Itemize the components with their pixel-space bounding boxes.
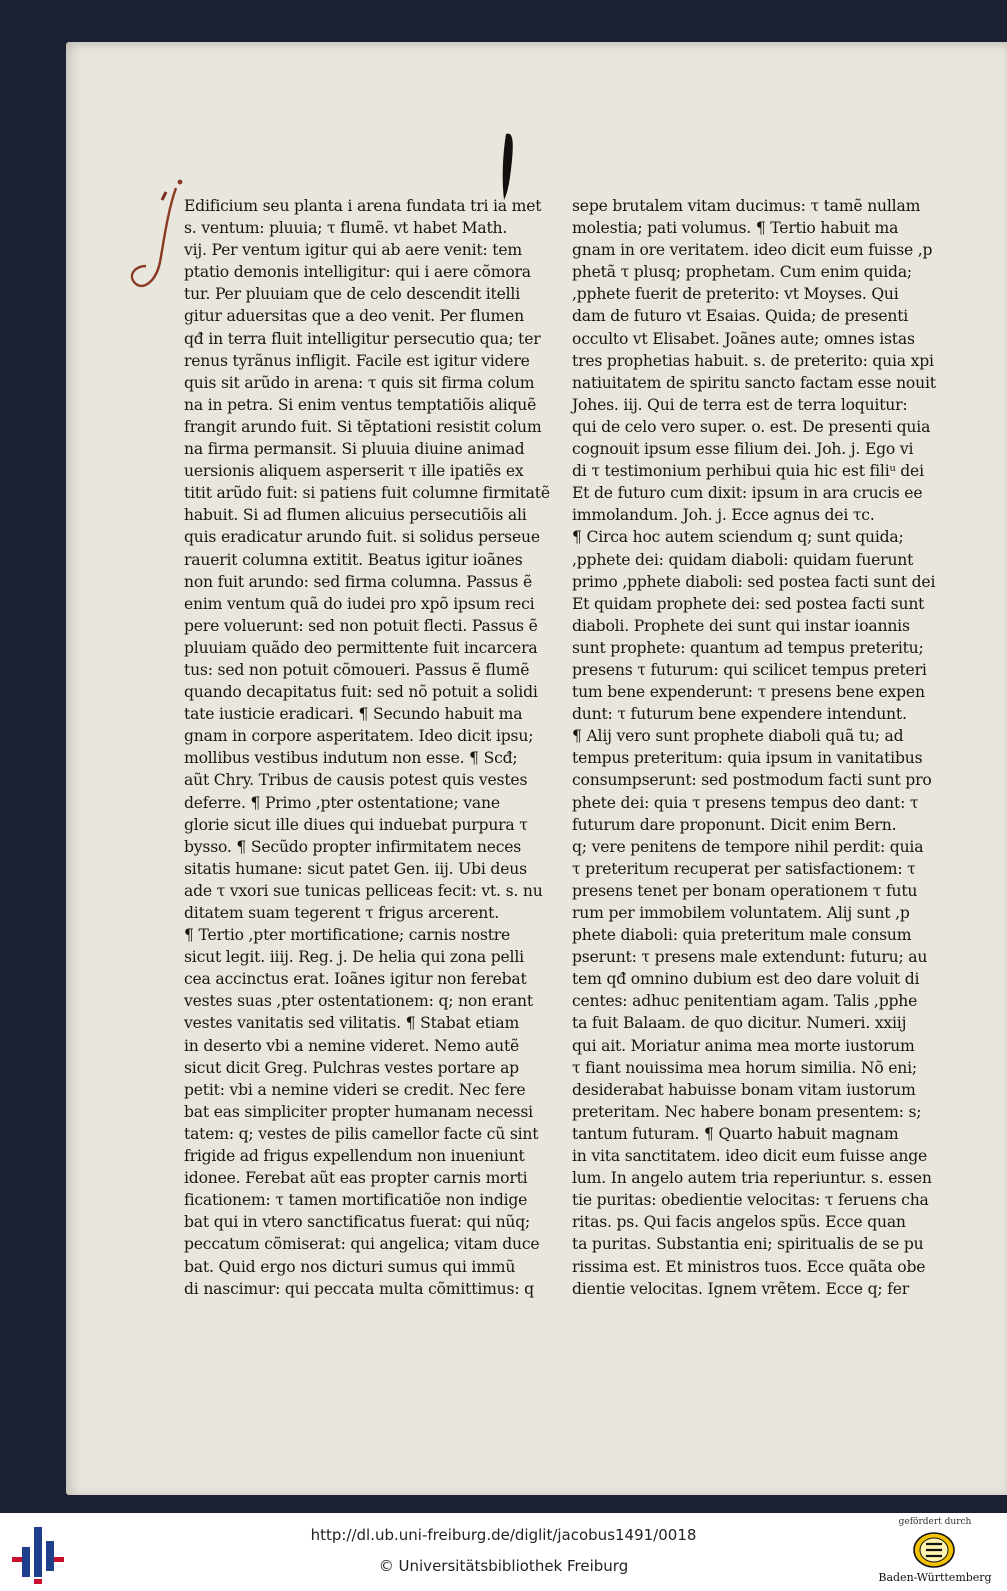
text-line: τ preteritum recuperat per satisfactionem: τ — [572, 859, 916, 878]
text-line: gnam in ore veritatem. ideo dicit eum fuisse ,p — [572, 241, 933, 260]
text-line: ta puritas. Substantia eni; spiritualis de se pu — [572, 1235, 924, 1254]
text-line: bat eas simpliciter propter humanam necessi — [184, 1102, 533, 1121]
text-line: habuit. Si ad flumen alicuius persecutiõis ali — [184, 506, 527, 525]
text-line: di τ testimonium perhibui quia hic est filiᵘ dei — [572, 462, 924, 481]
text-line: in vita sanctitatem. ideo dicit eum fuisse ange — [572, 1147, 928, 1166]
text-line: cognouit ipsum esse filium dei. Joh. j. Ego vi — [572, 440, 914, 459]
text-line: preteritam. Nec habere bonam presentem: s; — [572, 1102, 922, 1121]
book-page — [66, 42, 1007, 1495]
text-line: peccatum cõmiserat: qui angelica; vitam duce — [184, 1235, 540, 1254]
text-line: primo ,pphete diaboli: sed postea facti sunt dei — [572, 572, 936, 591]
text-line: gitur aduersitas que a deo venit. Per flumen — [184, 307, 524, 326]
text-line: dientie velocitas. Ignem vrẽtem. Ecce q; fer — [572, 1279, 910, 1298]
text-line: futurum dare proponunt. Dicit enim Bern. — [572, 815, 897, 834]
marginal-annotation-j — [124, 170, 184, 300]
text-line: tie puritas: obedientie velocitas: τ feruens cha — [572, 1191, 929, 1210]
text-line: qđ in terra fluit intelligitur persecutio qua; ter — [184, 329, 541, 348]
text-line: ta fuit Balaam. de quo dicitur. Numeri. xxiij — [572, 1014, 907, 1033]
text-line: molestia; pati volumus. ¶ Tertio habuit ma — [572, 219, 899, 238]
text-line: lum. In angelo autem tria reperiuntur. s. essen — [572, 1169, 932, 1188]
text-line: vestes suas ,pter ostentationem: q; non erant — [184, 992, 533, 1011]
text-line: tres prophetias habuit. s. de preterito: quia xpi — [572, 351, 934, 370]
text-line: desiderabat habuisse bonam vitam iustorum — [572, 1080, 916, 1099]
text-line: pere voluerunt: sed non potuit flecti. Passus ẽ — [184, 616, 538, 635]
text-line: uersionis aliquem asperserit τ ille ipatiẽs ex — [184, 462, 524, 481]
copyright-notice: © Universitätsbibliothek Freiburg — [378, 1557, 629, 1575]
text-line: Edificium seu planta i arena fundata tri ia met — [184, 197, 542, 215]
text-line: ¶ Alij vero sunt prophete diaboli quã tu; ad — [572, 727, 904, 746]
text-line: q; vere penitens de tempore nihil perdit: quia — [572, 837, 924, 856]
text-line: idonee. Ferebat aũt eas propter carnis morti — [184, 1169, 528, 1188]
text-line: pserunt: τ presens male extendunt: futuru; au — [572, 948, 928, 967]
permalink-link[interactable]: http://dl.ub.uni-freiburg.de/diglit/jacobus1491/0018 — [310, 1526, 697, 1544]
text-line: bat. Quid ergo nos dicturi sumus qui immũ — [184, 1257, 516, 1276]
funder-note: gefördert durch — [898, 1517, 972, 1527]
text-line: sitatis humane: sicut patet Gen. iij. Ubi deus — [184, 859, 527, 878]
funder-name: Baden-Württemberg — [878, 1571, 992, 1584]
text-column-left — [184, 195, 556, 1300]
text-line: quando decapitatus fuit: sed nõ potuit a solidi — [184, 683, 538, 702]
text-line: sicut dicit Greg. Pulchras vestes portare ap — [184, 1058, 519, 1077]
ink-stroke-mark — [498, 130, 518, 202]
text-line: rauerit columna extitit. Beatus igitur ioãnes — [184, 550, 523, 569]
text-line: dunt: τ futurum bene expendere intendunt. — [572, 705, 907, 724]
text-line: natiuitatem de spiritu sancto factam esse nouit — [572, 373, 936, 392]
text-line: τ fiant nouissima mea horum similia. Nõ eni; — [572, 1058, 917, 1077]
text-line: renus tyrãnus infligit. Facile est igitur videre — [184, 351, 530, 370]
text-line: sunt prophete: quantum ad tempus preteritu; — [572, 638, 924, 657]
text-line: ritas. ps. Qui facis angelos spũs. Ecce quan — [572, 1213, 906, 1232]
text-line: vij. Per ventum igitur qui ab aere venit: tem — [184, 241, 522, 260]
text-line: phetã τ plusq; prophetam. Cum enim quida; — [572, 263, 912, 282]
text-line: in deserto vbi a nemine videret. Nemo autẽ — [184, 1036, 520, 1055]
text-line: sepe brutalem vitam ducimus: τ tamẽ nullam — [572, 197, 921, 215]
text-line: presens τ futurum: qui scilicet tempus preteri — [572, 660, 927, 679]
text-line: quis sit arũdo in arena: τ quis sit firma colum — [184, 373, 535, 392]
text-line: quis eradicatur arundo fuit. si solidus perseue — [184, 528, 540, 547]
text-line: cea accinctus erat. Ioãnes igitur non ferebat — [184, 970, 527, 989]
text-line: enim ventum quã do iudei pro xpõ ipsum reci — [184, 594, 535, 613]
text-line: qui ait. Moriatur anima mea morte iustorum — [572, 1036, 915, 1055]
text-line: mollibus vestibus indutum non esse. ¶ Scđ; — [184, 749, 518, 768]
text-line: frangit arundo fuit. Si tẽptationi resistit colum — [184, 417, 542, 436]
text-line: centes: adhuc penitentiam agam. Talis ,pphe — [572, 992, 918, 1011]
text-line: ptatio demonis intelligitur: qui i aere cõmora — [184, 263, 531, 282]
text-line: deferre. ¶ Primo ,pter ostentatione; vane — [184, 793, 500, 812]
text-line: qui de celo vero super. o. est. De presenti quia — [572, 417, 931, 436]
text-line: Et quidam prophete dei: sed postea facti sunt — [572, 594, 925, 613]
text-line: ,pphete dei: quidam diaboli: quidam fuerunt — [572, 550, 914, 569]
text-line: s. ventum: pluuia; τ flumẽ. vt habet Math. — [184, 219, 508, 238]
text-line: immolandum. Joh. j. Ecce agnus dei τc. — [572, 506, 875, 525]
text-line: tatem: q; vestes de pilis camellor facte cũ sint — [184, 1124, 539, 1143]
text-line: glorie sicut ille diues qui induebat purpura τ — [184, 815, 528, 834]
text-column-right — [572, 195, 942, 1300]
text-line: bysso. ¶ Secũdo propter infirmitatem neces — [184, 837, 522, 856]
text-line: di nascimur: qui peccata multa cõmittimus: q — [184, 1279, 534, 1298]
text-line: presens tenet per bonam operationem τ futu — [572, 881, 918, 900]
text-line: titit arũdo fuit: si patiens fuit columne firmitatẽ — [184, 484, 550, 503]
text-line: tus: sed non potuit cõmoueri. Passus ẽ flumẽ — [184, 660, 530, 679]
text-line: gnam in corpore asperitatem. Ideo dicit ipsu; — [184, 727, 534, 746]
text-line: non fuit arundo: sed firma columna. Passus ẽ — [184, 572, 533, 591]
text-line: na in petra. Si enim ventus temptatiõis aliquẽ — [184, 395, 537, 414]
text-line: dam de futuro vt Esaias. Quida; de presenti — [572, 307, 909, 326]
text-line: occulto vt Elisabet. Joãnes aute; omnes istas — [572, 329, 915, 348]
text-line: rum per immobilem voluntatem. Alij sunt ,p — [572, 904, 910, 922]
text-line: tur. Per pluuiam que de celo descendit itelli — [184, 285, 521, 304]
footer-bar — [0, 1513, 1007, 1591]
text-line: Et de futuro cum dixit: ipsum in ara crucis ee — [572, 484, 923, 503]
text-line: bat qui in vtero sanctificatus fuerat: qui nũq; — [184, 1213, 531, 1232]
text-line: frigide ad frigus expellendum non inueniunt — [184, 1147, 525, 1166]
text-line: tempus preteritum: quia ipsum in vanitatibus — [572, 749, 923, 768]
text-line: ¶ Circa hoc autem sciendum q; sunt quida; — [572, 528, 904, 547]
text-line: phete diaboli: quia preteritum male consum — [572, 926, 912, 945]
text-line: diaboli. Prophete dei sunt qui instar ioannis — [572, 616, 910, 635]
text-line: rissima est. Et ministros tuos. Ecce quãta obe — [572, 1257, 926, 1276]
text-line: sicut legit. iiij. Reg. j. De helia qui zona pelli — [184, 948, 524, 967]
text-line: pluuiam quãdo deo permittente fuit incarcera — [184, 638, 538, 657]
text-line: Johes. iij. Qui de terra est de terra loquitur: — [572, 395, 908, 414]
coat-of-arms-icon — [912, 1530, 956, 1570]
text-line: tantum futuram. ¶ Quarto habuit magnam — [572, 1124, 899, 1143]
text-line: tate iusticie eradicari. ¶ Secundo habuit ma — [184, 705, 523, 724]
text-line: tem qđ omnino dubium est deo dare voluit di — [572, 970, 920, 989]
text-line: aũt Chry. Tribus de causis potest quis vestes — [184, 771, 528, 790]
text-line: consumpserunt: sed postmodum facti sunt pro — [572, 771, 932, 790]
text-line: na firma permansit. Si pluuia diuine animad — [184, 440, 525, 459]
text-line: tum bene expenderunt: τ presens bene expen — [572, 683, 925, 702]
text-line: petit: vbi a nemine videri se credit. Nec fere — [184, 1080, 526, 1099]
text-line: ¶ Tertio ,pter mortificatione; carnis nostre — [184, 926, 511, 945]
text-line: ,pphete fuerit de preterito: vt Moyses. Qui — [572, 285, 899, 304]
text-line: ficationem: τ tamen mortificatiõe non indige — [184, 1191, 528, 1210]
text-line: ditatem suam tegerent τ frigus arcerent. — [184, 904, 499, 922]
text-line: phete dei: quia τ presens tempus deo dant: τ — [572, 793, 919, 812]
text-line: vestes vanitatis sed vilitatis. ¶ Stabat etiam — [184, 1014, 520, 1033]
text-line: ade τ vxori sue tunicas pelliceas fecit: vt. s. nu — [184, 881, 543, 900]
